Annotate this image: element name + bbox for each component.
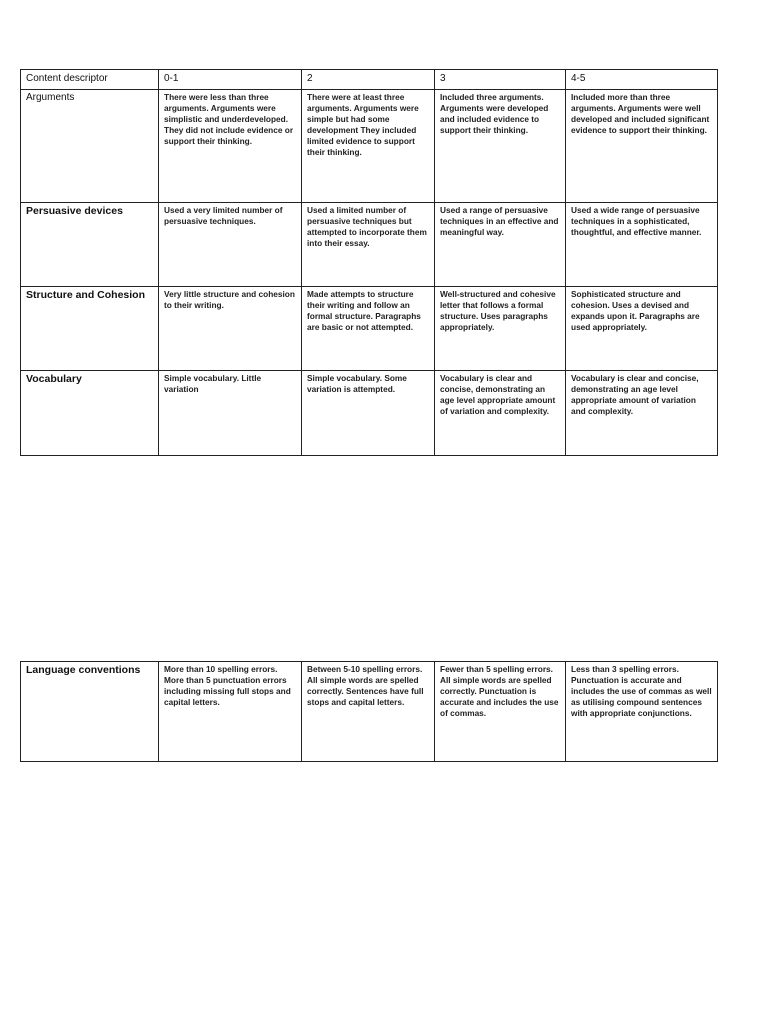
level-cell: Used a limited number of persuasive techniques but attempted to incorporate them into their essay.	[302, 203, 435, 287]
level-cell: Well-structured and cohesive letter that follows a formal structure. Uses paragraphs appropriately.	[435, 287, 566, 371]
level-cell: There were at least three arguments. Arguments were simple but had some development They included limited evidence to support their thinking.	[302, 90, 435, 203]
criterion-label: Persuasive devices	[21, 203, 159, 287]
header-cell-score-2: 2	[302, 70, 435, 90]
level-cell: Vocabulary is clear and concise, demonstrating an age level appropriate amount of variation and complexity.	[566, 371, 718, 456]
header-row	[21, 70, 718, 90]
table-row-structure-cohesion	[21, 287, 718, 371]
header-cell-score-0-1: 0-1	[159, 70, 302, 90]
level-cell: Sophisticated structure and cohesion. Uses a devised and expands upon it. Paragraphs are used appropriately.	[566, 287, 718, 371]
level-cell: Simple vocabulary. Some variation is attempted.	[302, 371, 435, 456]
level-cell: Made attempts to structure their writing and follow an formal structure. Paragraphs are basic or not attempted.	[302, 287, 435, 371]
rubric-table	[20, 69, 718, 456]
table-row-vocabulary	[21, 371, 718, 456]
level-cell: Used a wide range of persuasive techniques in a sophisticated, thoughtful, and effective manner.	[566, 203, 718, 287]
table-row-persuasive-devices	[21, 203, 718, 287]
level-cell: Included more than three arguments. Arguments were well developed and included significant evidence to support their thinking.	[566, 90, 718, 203]
level-cell: Less than 3 spelling errors. Punctuation is accurate and includes the use of commas as well as utilising compound sentences with appropriate conjunctions.	[566, 662, 718, 762]
level-cell: Very little structure and cohesion to their writing.	[159, 287, 302, 371]
level-cell: Used a very limited number of persuasive techniques.	[159, 203, 302, 287]
criterion-label: Language conventions	[21, 662, 159, 762]
level-cell: Used a range of persuasive techniques in an effective and meaningful way.	[435, 203, 566, 287]
level-cell: Fewer than 5 spelling errors. All simple words are spelled correctly. Punctuation is accurate and includes the use of commas.	[435, 662, 566, 762]
level-cell: Between 5-10 spelling errors. All simple words are spelled correctly. Sentences have full stops and capital letters.	[302, 662, 435, 762]
level-cell: Included three arguments. Arguments were developed and included evidence to support their thinking.	[435, 90, 566, 203]
criterion-label: Structure and Cohesion	[21, 287, 159, 371]
level-cell: Vocabulary is clear and concise, demonstrating an age level appropriate amount of variation and complexity.	[435, 371, 566, 456]
criterion-label: Vocabulary	[21, 371, 159, 456]
table-row-arguments	[21, 90, 718, 203]
level-cell: More than 10 spelling errors. More than 5 punctuation errors including missing full stops and capital letters.	[159, 662, 302, 762]
level-cell: There were less than three arguments. Arguments were simplistic and underdeveloped. They did not include evidence or support their thinking.	[159, 90, 302, 203]
header-cell-score-4-5: 4-5	[566, 70, 718, 90]
criterion-label: Arguments	[21, 90, 159, 203]
header-cell-score-3: 3	[435, 70, 566, 90]
table-row-language-conventions	[21, 662, 718, 762]
level-cell: Simple vocabulary. Little variation	[159, 371, 302, 456]
header-cell-descriptor: Content descriptor	[21, 70, 159, 90]
language-conventions-table	[20, 661, 718, 762]
